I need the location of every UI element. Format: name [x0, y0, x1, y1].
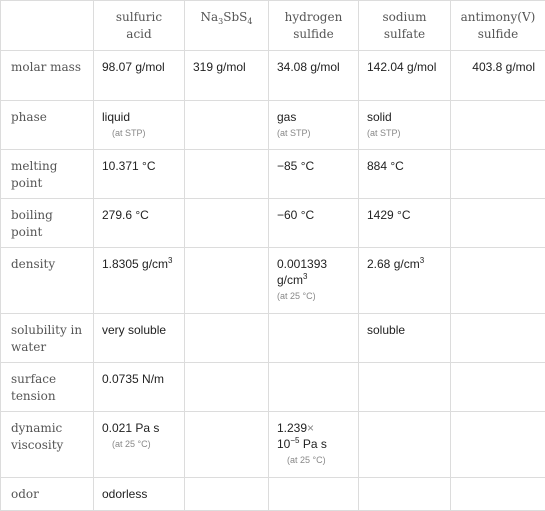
cell-solubility-hydrogen-sulfide [269, 314, 359, 363]
viscosity-note: (at 25 °C) [112, 439, 151, 449]
cell-boiling-point-sulfuric-acid: 279.6 °C [94, 199, 185, 248]
cell-density-sulfuric-acid: 1.8305 $g/cm^3$ [94, 248, 185, 314]
cell-density-sodium-sulfate: 2.68 $g/cm^3$ [359, 248, 451, 314]
column-header-sulfuric-acid: sulfuric acid [94, 1, 185, 51]
cell-odor-na3sbs4 [185, 478, 269, 511]
cell-density-na3sbs4 [185, 248, 269, 314]
table-row [1, 412, 545, 478]
cell-melting-point-hydrogen-sulfide: −85 °C [269, 150, 359, 199]
row-label-surface-tension: surface tension [1, 363, 94, 412]
cell-dynamic-viscosity-sodium-sulfate [359, 412, 451, 478]
row-label-melting-point: melting point [1, 150, 94, 199]
cell-phase-na3sbs4 [185, 101, 269, 150]
cell-phase-hydrogen-sulfide [269, 101, 359, 150]
header-row [1, 1, 545, 51]
phase-value: liquid [102, 110, 131, 124]
cell-melting-point-sulfuric-acid: 10.371 °C [94, 150, 185, 199]
cell-melting-point-antimony-v-sulfide [451, 150, 545, 199]
cell-molar-mass-hydrogen-sulfide: 34.08 g/mol [269, 51, 359, 101]
cell-surface-tension-antimony-v-sulfide [451, 363, 545, 412]
row-label-boiling-point: boiling point [1, 199, 94, 248]
cell-melting-point-na3sbs4 [185, 150, 269, 199]
cell-dynamic-viscosity-antimony-v-sulfide [451, 412, 545, 478]
table-row [1, 248, 545, 314]
cell-odor-sodium-sulfate [359, 478, 451, 511]
table-row [1, 363, 545, 412]
table-row [1, 314, 545, 363]
table-row [1, 199, 545, 248]
corner-cell [1, 1, 94, 51]
cell-solubility-sulfuric-acid: very soluble [94, 314, 185, 363]
phase-note: (at STP) [367, 128, 401, 138]
table-row [1, 150, 545, 199]
cell-solubility-na3sbs4 [185, 314, 269, 363]
table-row [1, 51, 545, 101]
column-header-na3sbs4: $Na_3SbS_4$ [185, 1, 269, 51]
phase-value: gas [277, 110, 297, 124]
cell-phase-sodium-sulfate [359, 101, 451, 150]
phase-note: (at STP) [112, 128, 146, 138]
row-label-solubility: solubility in water [1, 314, 94, 363]
cell-odor-antimony-v-sulfide [451, 478, 545, 511]
cell-dynamic-viscosity-sulfuric-acid: 0.021 Pa s (at 25 °C) [94, 412, 185, 478]
cell-surface-tension-sodium-sulfate [359, 363, 451, 412]
cell-molar-mass-antimony-v-sulfide: 403.8 g/mol [451, 51, 545, 101]
cell-dynamic-viscosity-hydrogen-sulfide: 1.239× $10^{-5}$ Pa s (at 25 °C) [269, 412, 359, 478]
cell-boiling-point-antimony-v-sulfide [451, 199, 545, 248]
cell-molar-mass-sodium-sulfate: 142.04 g/mol [359, 51, 451, 101]
cell-solubility-antimony-v-sulfide [451, 314, 545, 363]
cell-phase-antimony-v-sulfide [451, 101, 545, 150]
cell-boiling-point-na3sbs4 [185, 199, 269, 248]
row-label-molar-mass: molar mass [1, 51, 94, 101]
cell-odor-hydrogen-sulfide [269, 478, 359, 511]
table-row [1, 478, 545, 511]
cell-density-antimony-v-sulfide [451, 248, 545, 314]
phase-value: solid [367, 110, 392, 124]
row-label-dynamic-viscosity: dynamic viscosity [1, 412, 94, 478]
cell-molar-mass-na3sbs4: 319 g/mol [185, 51, 269, 101]
cell-surface-tension-sulfuric-acid: 0.0735 N/m [94, 363, 185, 412]
table-row [1, 101, 545, 150]
cell-boiling-point-hydrogen-sulfide: −60 °C [269, 199, 359, 248]
phase-note: (at STP) [277, 128, 311, 138]
cell-molar-mass-sulfuric-acid: 98.07 g/mol [94, 51, 185, 101]
cell-dynamic-viscosity-na3sbs4 [185, 412, 269, 478]
cell-density-hydrogen-sulfide: 0.001393 $g/cm^3$ (at 25 °C) [269, 248, 359, 314]
density-note: (at 25 °C) [277, 291, 316, 301]
cell-boiling-point-sodium-sulfate: 1429 °C [359, 199, 451, 248]
row-label-phase: phase [1, 101, 94, 150]
cell-melting-point-sodium-sulfate: 884 °C [359, 150, 451, 199]
row-label-odor: odor [1, 478, 94, 511]
cell-phase-sulfuric-acid [94, 101, 185, 150]
cell-surface-tension-hydrogen-sulfide [269, 363, 359, 412]
cell-surface-tension-na3sbs4 [185, 363, 269, 412]
cell-odor-sulfuric-acid: odorless [94, 478, 185, 511]
column-header-hydrogen-sulfide: hydrogen sulfide [269, 1, 359, 51]
viscosity-note: (at 25 °C) [287, 455, 326, 465]
column-header-antimony-v-sulfide: antimony(V) sulfide [451, 1, 545, 51]
column-header-sodium-sulfate: sodium sulfate [359, 1, 451, 51]
row-label-density: density [1, 248, 94, 314]
cell-solubility-sodium-sulfate: soluble [359, 314, 451, 363]
